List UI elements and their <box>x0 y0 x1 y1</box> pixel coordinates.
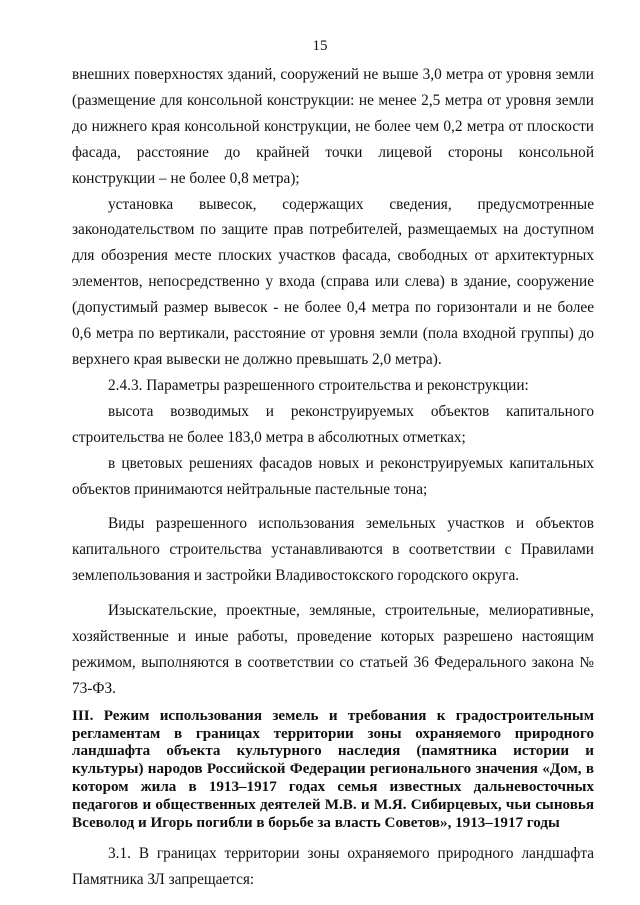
paragraph-facade-requirements: внешних поверхностях зданий, сооружений не выше 3,0 метра от уровня земли (размещение для консольной конструкции: не менее 2,5 метра от уровня земли до нижнего края консольной конструкции, не более чем 0,2 метра от плоскости фасада, расстояние до крайней точки лицевой стороны консольной конструкции – не более 0,8 метра); <box>72 66 594 187</box>
document-body <box>72 62 594 893</box>
paragraph-construction-parameters: 2.4.3. Параметры разрешенного строительства и реконструкции: <box>108 376 529 394</box>
paragraph-3-1: 3.1. В границах территории зоны охраняемого природного ландшафта Памятника ЗЛ запрещается: <box>72 845 594 889</box>
paragraph-color-solutions: в цветовых решениях фасадов новых и реконструируемых капитальных объектов принимаются нейтральные пастельные тона; <box>72 454 594 498</box>
paragraph-permitted-use: Виды разрешенного использования земельных участков и объектов капитального строительства устанавливаются в соответствии с Правилами землепользования и застройки Владивостокского городского округа. <box>72 515 594 585</box>
section-heading-3: III. Режим использования земель и требования к градостроительным регламентам в границах территории зоны охраняемого природного ландшафта объекта культурного наследия (памятника истории и культуры) народов Российской Федерации регионального значения «Дом, в котором жила в 1913–1917 годах семья известных дальневосточных педагогов и общественных деятелей М.В. и М.Я. Сибирцевых, чьи сыновья Всеволод и Игорь погибли в борьбе за власть Советов», 1913–1917 годы <box>72 707 594 831</box>
paragraph-signage: установка вывесок, содержащих сведения, предусмотренные законодательством по защите прав потребителей, размещаемых на доступном для обозрения месте плоских участков фасада, свободных от архитектурных элементов, непосредственно у входа (справа или слева) в здание, сооружение (допустимый размер вывесок - не более 0,4 метра по горизонтали и не более 0,6 метра по вертикали, расстояние от уровня земли (пола входной группы) до верхнего края вывески не должно превышать 2,0 метра). <box>72 195 594 368</box>
page-number: 15 <box>312 38 328 54</box>
paragraph-works: Изыскательские, проектные, земляные, строительные, мелиоративные, хозяйственные и иные работы, проведение которых разрешено настоящим режимом, выполняются в соответствии со статьей 36 Федерального закона № 73-ФЗ. <box>72 602 594 697</box>
paragraph-height-limit: высота возводимых и реконструируемых объектов капитального строительства не более 183,0 метра в абсолютных отметках; <box>72 402 594 446</box>
